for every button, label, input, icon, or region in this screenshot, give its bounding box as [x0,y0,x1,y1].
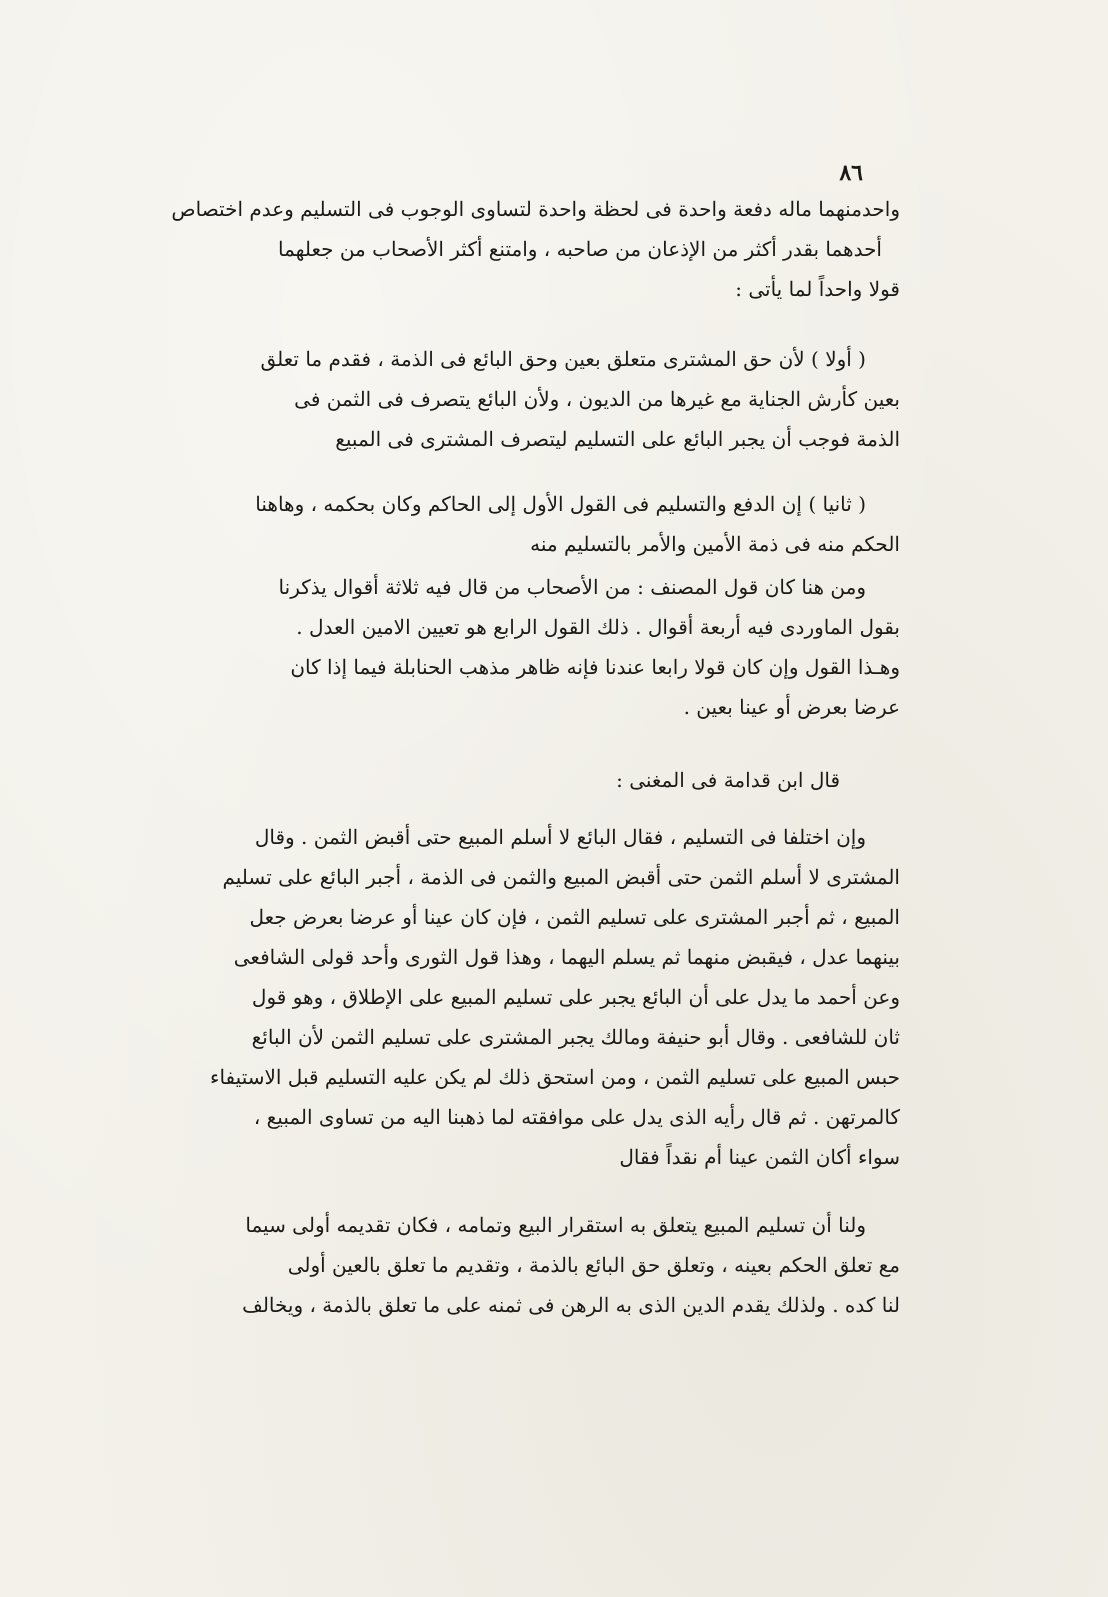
paragraph-line: كالمرتهن . ثم قال رأيه الذى يدل على موافقته لما ذهبنا اليه من تساوى المبيع ، [253,1105,900,1129]
paragraph-line: ( أولا ) لأن حق المشترى متعلق بعين وحق البائع فى الذمة ، فقدم ما تعلق [260,347,866,371]
paragraph-4 [180,575,900,735]
paragraph-line: المشترى لا أسلم الثمن حتى أقبض المبيع والثمن فى الذمة ، أجبر البائع على تسليم [222,865,900,889]
paragraph-line: ( ثانيا ) إن الدفع والتسليم فى القول الأول إلى الحاكم وكان بحكمه ، وهاهنا [255,492,866,516]
section-heading: قال ابن قدامة فى المغنى : [616,768,840,792]
page-number: ٨٦ [839,160,863,186]
paragraph-line: ثان للشافعى . وقال أبو حنيفة ومالك يجبر المشترى على تسليم الثمن لأن البائع [251,1025,900,1049]
paragraph-line: ولنا أن تسليم المبيع يتعلق به استقرار البيع وتمامه ، فكان تقديمه أولى سيما [245,1213,866,1237]
paragraph-line: الحكم منه فى ذمة الأمين والأمر بالتسليم منه [530,532,900,556]
paragraph-line: مع تعلق الحكم بعينه ، وتعلق حق البائع بالذمة ، وتقديم ما تعلق بالعين أولى [287,1253,900,1277]
paragraph-6 [180,1213,900,1333]
paragraph-3 [180,492,900,572]
paragraph-line: قولا واحداً لما يأتى : [735,277,900,301]
paragraph-line: ومن هنا كان قول المصنف : من الأصحاب من قال فيه ثلاثة أقوال يذكرنا [278,575,866,599]
paragraph-line: حبس المبيع على تسليم الثمن ، ومن استحق ذلك لم يكن عليه التسليم قبل الاستيفاء [210,1065,900,1089]
paragraph-2 [180,347,900,467]
paragraph-line: بعين كأرش الجناية مع غيرها من الديون ، ولأن البائع يتصرف فى الثمن فى [294,387,900,411]
paragraph-line: بينهما عدل ، فيقبض منهما ثم يسلم اليهما ، وهذا قول الثورى وأحد قولى الشافعى [233,945,900,969]
paragraph-line: واحدمنهما ماله دفعة واحدة فى لحظة واحدة لتساوى الوجوب فى التسليم وعدم اختصاص [171,197,900,221]
paragraph-1 [171,197,900,317]
paragraph-line: وهـذا القول وإن كان قولا رابعا عندنا فإنه ظاهر مذهب الحنابلة فيما إذا كان [290,655,900,679]
paragraph-line: وإن اختلفا فى التسليم ، فقال البائع لا أسلم المبيع حتى أقبض الثمن . وقال [254,825,866,849]
paragraph-line: بقول الماوردى فيه أربعة أقوال . ذلك القول الرابع هو تعيين الامين العدل . [296,615,900,639]
paragraph-line: لنا كده . ولذلك يقدم الدين الذى به الرهن فى ثمنه على ما تعلق بالذمة ، ويخالف [242,1293,900,1317]
paragraph-line: المبيع ، ثم أجبر المشترى على تسليم الثمن ، فإن كان عينا أو عرضا بعرض جعل [249,905,900,929]
paragraph-line: الذمة فوجب أن يجبر البائع على التسليم ليتصرف المشترى فى المبيع [335,427,900,451]
paragraph-line: أحدهما بقدر أكثر من الإذعان من صاحبه ، وامتنع أكثر الأصحاب من جعلهما [277,237,882,261]
paragraph-5 [180,825,900,1185]
paragraph-line: وعن أحمد ما يدل على أن البائع يجبر على تسليم المبيع على الإطلاق ، وهو قول [251,985,900,1009]
paragraph-line: عرضا بعرض أو عينا بعين . [683,695,900,719]
paragraph-line: سواء أكان الثمن عينا أم نقداً فقال [619,1145,900,1169]
